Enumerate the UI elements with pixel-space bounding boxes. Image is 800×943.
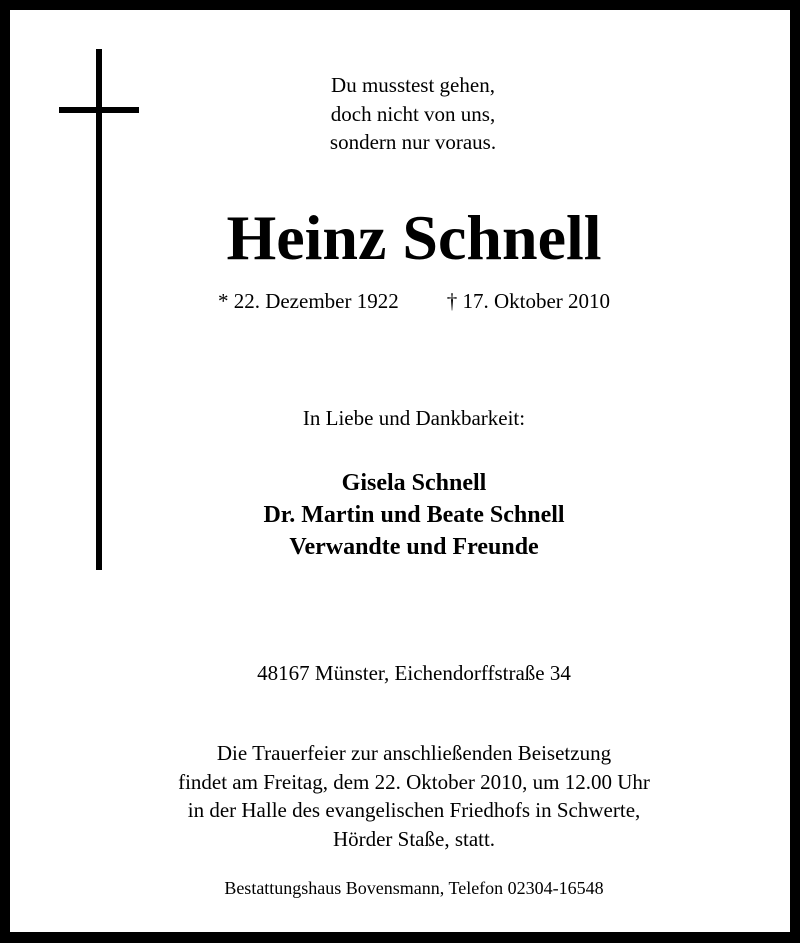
motto-line: sondern nur voraus. [329, 130, 497, 154]
death-date: † 17. Oktober 2010 [446, 289, 611, 313]
mourners [24, 467, 800, 563]
motto-line: doch nicht von uns, [330, 101, 496, 126]
ceremony-line: Die Trauerfeier zur anschließenden Beisetzung [216, 741, 612, 765]
mourner-line: Verwandte und Freunde [289, 534, 539, 560]
intro-text: In Liebe und Dankbarkeit: [302, 406, 526, 430]
ceremony-line: in der Halle des evangelischen Friedhofs in Schwerte, [187, 798, 641, 822]
life-dates [24, 287, 800, 315]
ceremony-line: Hörder Staße, statt. [332, 826, 496, 851]
obituary-card [10, 10, 790, 932]
motto-line: Du musstest gehen, [331, 73, 495, 97]
mourner-line: Dr. Martin und Beate Schnell [263, 502, 565, 528]
funeral-home: Bestattungshaus Bovensmann, Telefon 02304-16548 [224, 878, 604, 898]
ceremony-line: findet am Freitag, dem 22. Oktober 2010, um 12.00 Uhr [178, 769, 650, 794]
mourner-line: Gisela Schnell [341, 470, 487, 496]
address: 48167 Münster, Eichendorffstraße 34 [257, 661, 571, 685]
birth-date: * 22. Dezember 1922 [217, 289, 399, 313]
deceased-name: Heinz Schnell [226, 202, 602, 273]
motto [23, 71, 800, 157]
ceremony-info [24, 739, 800, 853]
